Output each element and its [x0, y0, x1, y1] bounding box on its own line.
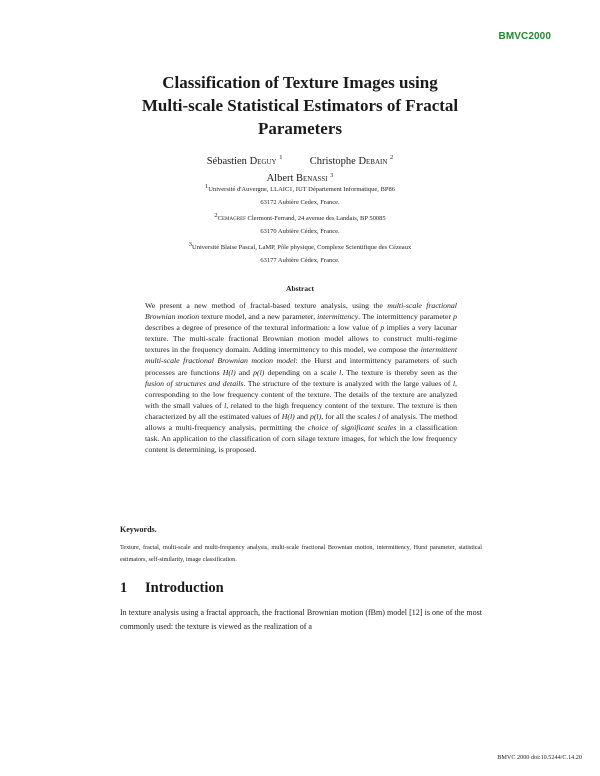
paper-title [100, 71, 500, 140]
intro-paragraph: In texture analysis using a fractal approach, the fractional Brownian motion (fBm) model [12] is one of the most commonly used: the texture is viewed as the realization of a [120, 608, 482, 631]
section-title: Introduction [145, 580, 224, 596]
affiliation-line: $^1$Université d'Auvergne, LLAIC1, IUT Département Informatique, BP86 [205, 183, 395, 194]
section-number: 1 [120, 580, 128, 596]
abstract-body: We present a new method of fractal-based texture analysis, using the multi-scale fractional Brownian motion texture model, and a new parameter, intermittency. The intermittency parameter p describes a degree of presence of the textural information: a low value of p implies a very lacunar texture. The multi-scale fractional Brownian motion model allows to construct multi-regime textures in the frequency domain. Adding intermittency to this model, we compose the intermittent multi-scale fractional Brownian motion model: the Hurst and intermittency parameters of such processes are functions H(l) and p(l) depending on a scale l. The texture is thereby seen as the fusion of structures and details. The structure of the texture is analyzed with the large values of l, corresponding to the low frequency content of the texture. The details of the texture are analyzed with the small values of l, related to the high frequency content of the texture. The texture is then characterized by all the estimated values of H(l) and p(l), for all the scales l of analysis. The method allows a multi-frequency analysis, permitting the choice of significant scales in a classification task. An application to the classification of corn silage texture images, for which the low frequency content is determining, is proposed. [145, 301, 458, 455]
affiliation-line: 63172 Aubière Cedex, France. [260, 199, 340, 207]
affiliation-line: $^2$Cemagref Clermont-Ferrand, 24 avenue des Landais, BP 50085 [214, 212, 386, 223]
section-heading [120, 580, 224, 597]
affiliation-line: 63170 Aubière Cédex, France. [260, 228, 340, 236]
author: Albert Benassi $^3$ [266, 171, 334, 184]
affiliations [140, 180, 460, 267]
author: Christophe Debain $^2$ [309, 154, 394, 167]
abstract-heading: Abstract [286, 284, 314, 293]
title-line: Multi-scale Statistical Estimators of Fractal [141, 96, 459, 115]
author: Sébastien Deguy $^1$ [206, 154, 283, 167]
keywords-text: Texture, fractal, multi-scale and multi-frequency analysis, multi-scale fractional Brownian motion, intermittency, Hurst parameter, statistical estimators, self-similarity, image classification. [120, 544, 482, 563]
affiliation-line: $^3$Université Blaise Pascal, LaMP, Pôle physique, Complexe Scientifique des Cézeaux [188, 241, 412, 252]
conference-badge: BMVC2000 [498, 31, 551, 42]
title-line: Classification of Texture Images using [162, 73, 438, 92]
title-line: Parameters [257, 119, 342, 138]
affiliation-line: 63177 Aubière Cédex, France. [260, 257, 340, 265]
doi-footer: BMVC 2000 doi:10.5244/C.14.20 [497, 754, 582, 761]
keywords-heading: Keywords. [120, 525, 157, 534]
